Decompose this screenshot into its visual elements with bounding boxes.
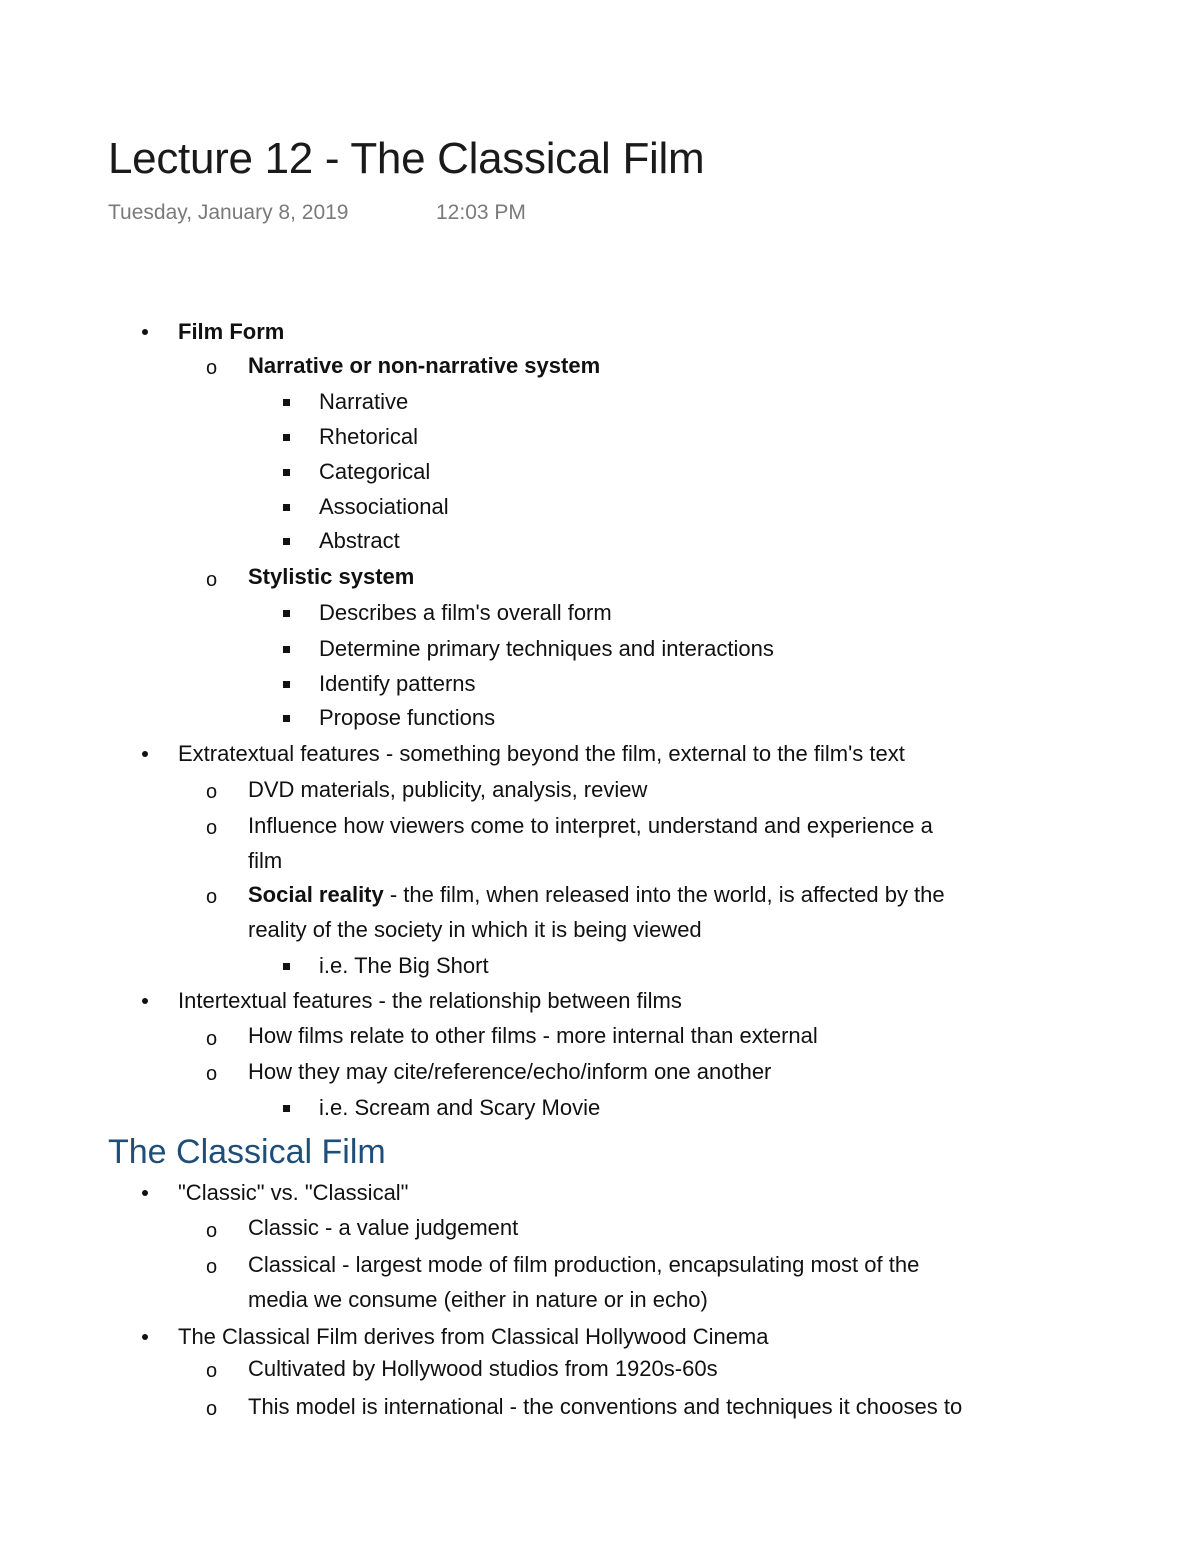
list-item: Associational <box>319 494 449 519</box>
bullet-circle-icon: o <box>206 569 218 591</box>
bullet-square-icon <box>283 1105 290 1112</box>
bullet-dot-icon <box>142 1190 148 1196</box>
bullet-square-icon <box>283 646 290 653</box>
list-item: Cultivated by Hollywood studios from 1920s-60s <box>248 1356 718 1381</box>
list-item: Stylistic system <box>248 564 415 589</box>
list-item: Rhetorical <box>319 424 419 449</box>
list-item-continuation: media we consume (either in nature or in echo) <box>248 1287 708 1312</box>
list-item: The Classical Film derives from Classical Hollywood Cinema <box>178 1324 769 1349</box>
bullet-circle-icon: o <box>206 357 218 379</box>
list-item: How films relate to other films - more internal than external <box>248 1023 818 1048</box>
note-time: 12:03 PM <box>436 201 526 224</box>
list-item: i.e. Scream and Scary Movie <box>319 1095 601 1120</box>
bullet-dot-icon <box>142 751 148 757</box>
list-item: "Classic" vs. "Classical" <box>178 1180 409 1205</box>
bullet-square-icon <box>283 434 290 441</box>
bullet-circle-icon: o <box>206 1063 218 1085</box>
bullet-circle-icon: o <box>206 1220 218 1242</box>
list-item-continuation: film <box>248 848 283 873</box>
list-item: Narrative <box>319 389 409 414</box>
list-item: Influence how viewers come to interpret, understand and experience a <box>248 813 933 838</box>
list-item: Categorical <box>319 459 431 484</box>
page-title: Lecture 12 - The Classical Film <box>108 134 705 183</box>
list-item: Classical - largest mode of film production, encapsulating most of the <box>248 1252 920 1277</box>
bullet-dot-icon <box>142 329 148 335</box>
section-heading: The Classical Film <box>108 1133 386 1171</box>
bullet-square-icon <box>283 963 290 970</box>
list-item: DVD materials, publicity, analysis, review <box>248 777 648 802</box>
bullet-square-icon <box>283 681 290 688</box>
list-item: Propose functions <box>319 705 496 730</box>
list-item: Film Form <box>178 319 285 344</box>
note-date: Tuesday, January 8, 2019 <box>108 201 349 224</box>
list-item: This model is international - the conventions and techniques it chooses to <box>248 1394 963 1419</box>
list-item: Extratextual features - something beyond the film, external to the film's text <box>178 741 905 766</box>
bullet-square-icon <box>283 399 290 406</box>
list-item: How they may cite/reference/echo/inform one another <box>248 1059 772 1084</box>
bullet-square-icon <box>283 504 290 511</box>
social-reality-text: - the film, when released into the world, is affected by the <box>383 882 945 907</box>
bullet-circle-icon: o <box>206 817 218 839</box>
bullet-dot-icon <box>142 1334 148 1340</box>
list-item: Determine primary techniques and interactions <box>319 636 774 661</box>
list-item: Intertextual features - the relationship between films <box>178 988 682 1013</box>
list-item: i.e. The Big Short <box>319 953 489 978</box>
bullet-circle-icon: o <box>206 1360 218 1382</box>
list-item: Narrative or non-narrative system <box>248 353 601 378</box>
bullet-square-icon <box>283 469 290 476</box>
bullet-circle-icon: o <box>206 781 218 803</box>
bullet-square-icon <box>283 538 290 545</box>
list-item: Describes a film's overall form <box>319 600 612 625</box>
social-reality-term: Social reality <box>248 882 384 907</box>
list-item-continuation: reality of the society in which it is being viewed <box>248 917 702 942</box>
bullet-square-icon <box>283 715 290 722</box>
bullet-square-icon <box>283 610 290 617</box>
bullet-circle-icon: o <box>206 1256 218 1278</box>
bullet-circle-icon: o <box>206 1398 218 1420</box>
list-item: Identify patterns <box>319 671 476 696</box>
bullet-circle-icon: o <box>206 1028 218 1050</box>
list-item: Abstract <box>319 528 400 553</box>
bullet-dot-icon <box>142 998 148 1004</box>
list-item: Classic - a value judgement <box>248 1215 519 1240</box>
bullet-circle-icon: o <box>206 886 218 908</box>
list-item <box>248 880 945 910</box>
